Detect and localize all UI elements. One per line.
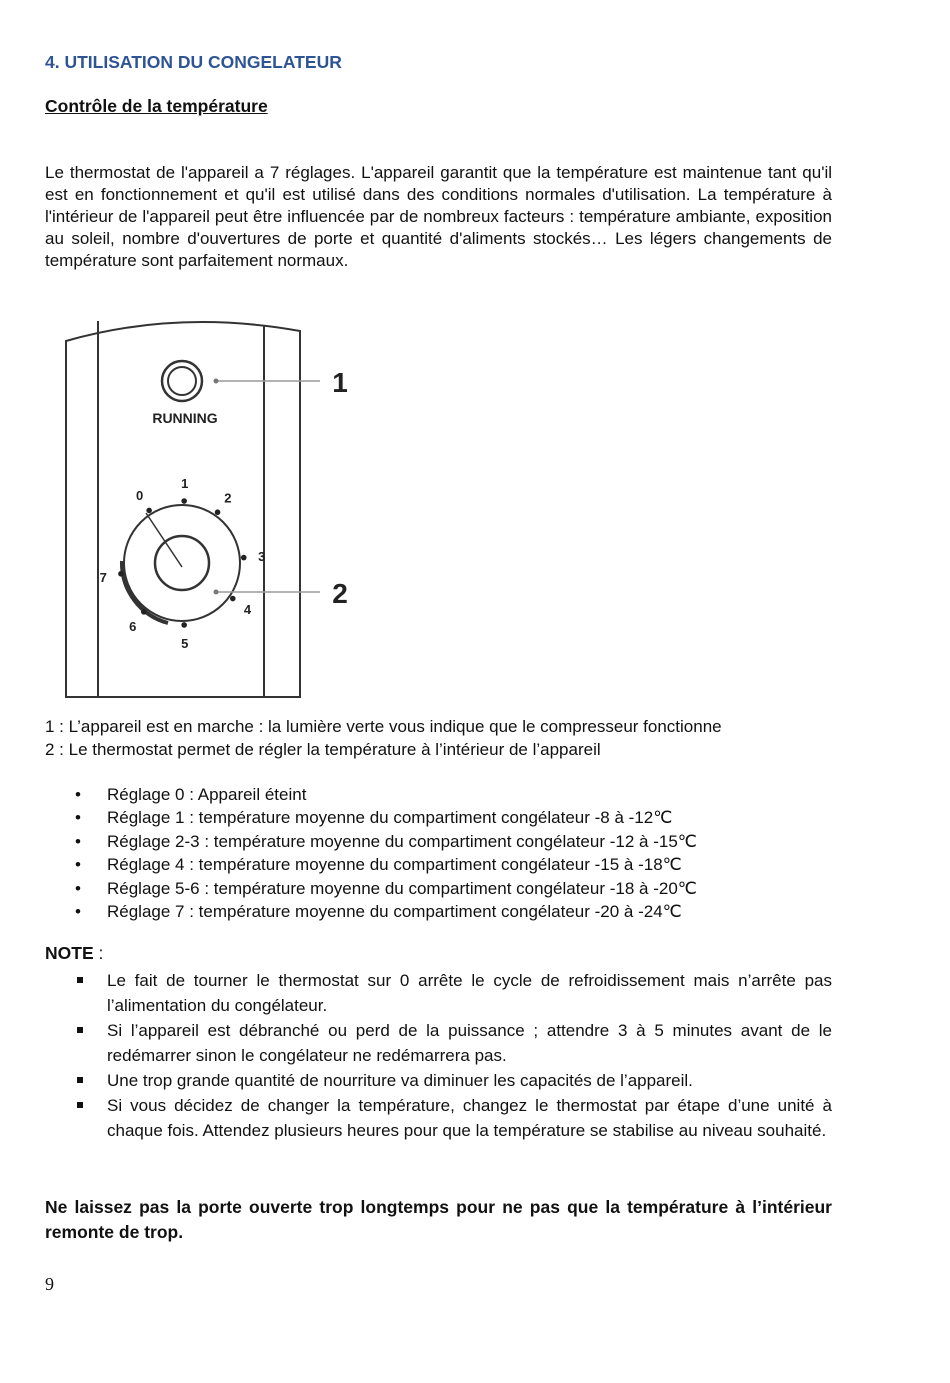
- dial-number-6: 6: [129, 619, 137, 635]
- dial-tick-7: [118, 571, 124, 577]
- note-suffix: :: [93, 943, 104, 963]
- square-bullet-icon: [77, 1102, 83, 1108]
- legend-item-2: 2 : Le thermostat permet de régler la température à l’intérieur de l’appareil: [45, 740, 601, 759]
- dial-number-1: 1: [181, 476, 189, 492]
- note-item: [45, 1068, 832, 1093]
- subsection-title: Contrôle de la température: [45, 96, 268, 116]
- settings-list: [45, 783, 835, 923]
- dial-tick-6: [141, 609, 147, 615]
- dial-number-4: 4: [243, 601, 252, 617]
- setting-text: Réglage 1 : température moyenne du compartiment congélateur -8 à -12℃: [107, 808, 673, 828]
- bullet-icon: •: [75, 808, 81, 828]
- square-bullet-icon: [77, 1027, 83, 1033]
- callout-2-number: 2: [332, 578, 348, 609]
- bullet-icon: •: [75, 831, 81, 851]
- square-bullet-icon: [77, 1077, 83, 1083]
- setting-item: [45, 830, 835, 853]
- note-text: Si l’appareil est débranché ou perd de la puissance ; attendre 3 à 5 minutes avant de le redémarrer sinon le congélateur ne redémarrera pas.: [107, 1021, 832, 1065]
- dial-tick-5: [181, 622, 187, 628]
- setting-item: [45, 783, 835, 806]
- bullet-icon: •: [75, 855, 81, 875]
- note-item: [45, 968, 832, 1018]
- dial-number-0: 0: [135, 488, 144, 504]
- setting-text: Réglage 2-3 : température moyenne du compartiment congélateur -12 à -15℃: [107, 831, 697, 851]
- setting-item: [45, 900, 835, 923]
- callout-1-number: 1: [332, 367, 348, 398]
- legend-item-1: 1 : L’appareil est en marche : la lumière verte vous indique que le compresseur fonctionne: [45, 717, 722, 736]
- setting-text: Réglage 4 : température moyenne du compartiment congélateur -15 à -18℃: [107, 855, 682, 875]
- intro-paragraph: Le thermostat de l'appareil a 7 réglages. L'appareil garantit que la température est maintenue tant qu'il est en fonctionnement et qu'il est utilisé dans des conditions normales d'utilisation. La température à l'intérieur de l'appareil peut être influencée par de nombreux facteurs : température ambiante, exposition au soleil, nombre d'ouvertures de porte et quantité d'aliments stockés… Les légers changements de température sont parfaitement normaux.: [45, 163, 832, 270]
- section-title: 4. UTILISATION DU CONGELATEUR: [45, 52, 342, 72]
- dial-tick-2: [215, 509, 221, 515]
- dial-tick-1: [181, 498, 187, 504]
- running-indicator-light: [162, 361, 202, 401]
- dial-ticks: [118, 498, 246, 628]
- setting-text: Réglage 5-6 : température moyenne du compartiment congélateur -18 à -20℃: [107, 878, 697, 898]
- note-text: Le fait de tourner le thermostat sur 0 arrête le cycle de refroidissement mais n’arrête pas l’alimentation du congélateur.: [107, 971, 832, 1015]
- final-warning: Ne laissez pas la porte ouverte trop longtemps pour ne pas que la température à l’intérieur remonte de trop.: [45, 1197, 832, 1242]
- dial-number-3: 3: [258, 549, 266, 565]
- page-number: 9: [45, 1274, 54, 1294]
- dial-number-7: 7: [99, 569, 107, 585]
- bullet-icon: •: [75, 785, 81, 804]
- dial-number-2: 2: [224, 490, 232, 506]
- note-text: Si vous décidez de changer la température, changez le thermostat par étape d’une unité à chaque fois. Attendez plusieurs heures pour que la température se stabilise au niveau souhaité.: [107, 1096, 832, 1140]
- note-item: [45, 1093, 832, 1143]
- thermostat-panel-diagram: [58, 305, 368, 707]
- dial-tick-3: [241, 555, 247, 561]
- bullet-icon: •: [75, 878, 81, 898]
- bullet-icon: •: [75, 902, 81, 922]
- dial-number-5: 5: [181, 635, 189, 651]
- setting-item: [45, 877, 835, 900]
- dial-tick-4: [230, 596, 236, 602]
- running-label: RUNNING: [152, 410, 218, 426]
- note-heading: [45, 943, 103, 964]
- square-bullet-icon: [77, 977, 83, 983]
- setting-item: [45, 806, 835, 829]
- note-label: NOTE: [45, 943, 94, 963]
- note-list: [45, 968, 832, 1143]
- note-item: [45, 1018, 832, 1068]
- thermostat-dial: [122, 505, 240, 623]
- note-text: Une trop grande quantité de nourriture va diminuer les capacités de l’appareil.: [107, 1071, 693, 1090]
- setting-text: Réglage 7 : température moyenne du compartiment congélateur -20 à -24℃: [107, 902, 682, 922]
- setting-text: Réglage 0 : Appareil éteint: [107, 785, 307, 804]
- dial-tick-0: [146, 508, 152, 514]
- setting-item: [45, 853, 835, 876]
